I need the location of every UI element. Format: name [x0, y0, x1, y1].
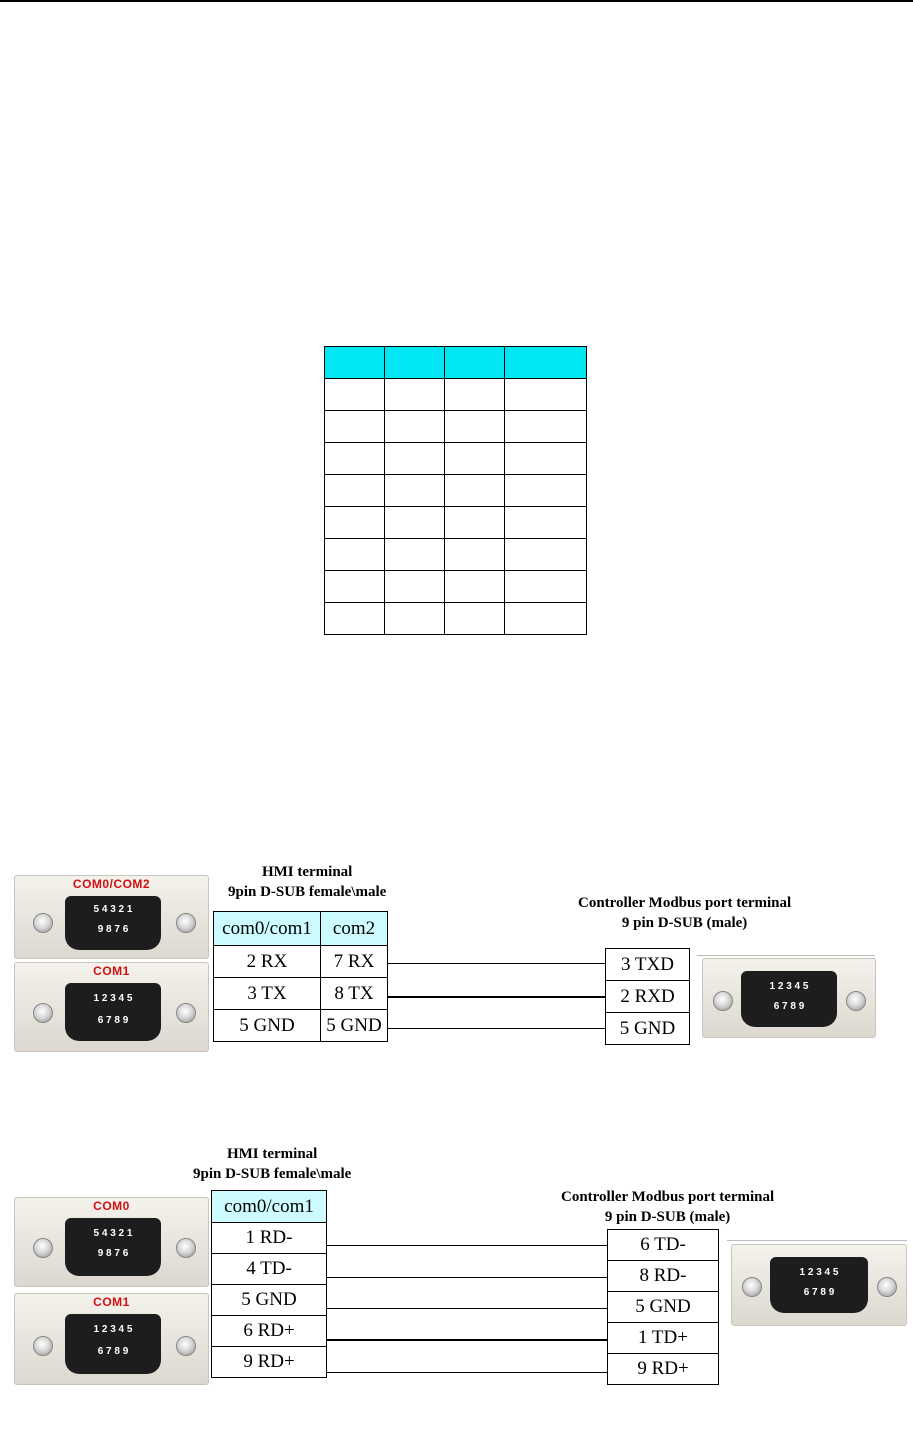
grid-header-row	[325, 347, 587, 379]
screw-icon	[33, 1238, 53, 1258]
controller-pin-table	[607, 1229, 719, 1385]
hmi-pin-cell: 3 TX	[214, 978, 321, 1010]
pin-numbers-row2: 6 7 8 9	[97, 1015, 129, 1026]
pin-numbers-row2: 6 7 8 9	[97, 1346, 129, 1357]
screw-icon	[33, 913, 53, 933]
wire-gnd-gnd	[387, 1028, 605, 1029]
hmi-title-line1: HMI terminal	[226, 1146, 318, 1162]
wire-td-minus-rd-minus	[327, 1277, 607, 1278]
hmi-pin-cell: 9 RD+	[212, 1347, 327, 1378]
hmi-title-line1: HMI terminal	[261, 864, 353, 880]
hmi-pin-row	[212, 1254, 327, 1285]
grid-cell	[385, 507, 445, 539]
hmi-header-com0-com1: com0/com1	[212, 1191, 327, 1223]
hmi-pin-row	[212, 1223, 327, 1254]
grid-cell	[385, 571, 445, 603]
ctrl-pin-row	[608, 1323, 719, 1354]
grid-cell	[325, 539, 385, 571]
screw-icon	[713, 991, 733, 1011]
hmi-header-com0-com1: com0/com1	[214, 912, 321, 946]
grid-cell	[445, 571, 505, 603]
hmi-pin-row	[212, 1316, 327, 1347]
grid-cell	[505, 443, 587, 475]
hmi-title-line2: 9pin D-SUB female\male	[193, 1166, 352, 1182]
hmi-pin-row	[214, 1010, 388, 1042]
grid-cell	[505, 571, 587, 603]
controller-terminal-title	[578, 893, 791, 933]
pin-numbers-row1: 1 2 3 4 5	[799, 1267, 839, 1278]
screw-icon	[176, 1336, 196, 1356]
screw-icon	[176, 1003, 196, 1023]
com0-com2-connector-image	[14, 875, 209, 959]
grid-cell	[385, 475, 445, 507]
controller-pin-table	[605, 948, 690, 1045]
grid-cell	[445, 443, 505, 475]
connector-body	[770, 1257, 868, 1313]
pin-numbers-row1: 5 4 3 2 1	[93, 904, 133, 915]
connector-body	[65, 1218, 161, 1276]
grid-cell	[445, 411, 505, 443]
grid-cell	[445, 603, 505, 635]
ctrl-pin-row	[606, 949, 690, 981]
wire-tx-rxd	[387, 996, 605, 998]
grid-row	[325, 443, 587, 475]
hmi-pin-cell: 7 RX	[321, 946, 388, 978]
ctrl-pin-cell: 5 GND	[606, 1013, 690, 1045]
hmi-pin-cell: 4 TD-	[212, 1254, 327, 1285]
grid-cell	[385, 411, 445, 443]
grid-cell	[505, 507, 587, 539]
empty-grid-table	[324, 346, 587, 635]
grid-cell	[385, 347, 445, 379]
ctrl-pin-row	[606, 981, 690, 1013]
pin-numbers-row2: 6 7 8 9	[773, 1001, 805, 1012]
grid-cell	[445, 475, 505, 507]
ctrl-title-line2: 9 pin D-SUB (male)	[604, 1209, 731, 1225]
grid-row	[325, 411, 587, 443]
ctrl-pin-cell: 9 RD+	[608, 1354, 719, 1385]
ctrl-pin-row	[608, 1354, 719, 1385]
grid-row	[325, 539, 587, 571]
grid-cell	[325, 603, 385, 635]
grid-cell	[325, 411, 385, 443]
hmi-pin-cell: 1 RD-	[212, 1223, 327, 1254]
connector-label: COM1	[93, 964, 130, 978]
ctrl-pin-cell: 6 TD-	[608, 1230, 719, 1261]
screw-icon	[176, 913, 196, 933]
grid-cell	[325, 443, 385, 475]
divider-line	[697, 955, 875, 956]
hmi-title-line2: 9pin D-SUB female\male	[228, 884, 387, 900]
pin-numbers-row2: 6 7 8 9	[803, 1287, 835, 1298]
grid-cell	[445, 347, 505, 379]
connector-body	[65, 1314, 161, 1374]
hmi-pin-cell: 5 GND	[321, 1010, 388, 1042]
connector-label: COM0	[93, 1199, 130, 1213]
grid-cell	[505, 475, 587, 507]
connector-label: COM0/COM2	[72, 877, 151, 891]
grid-cell	[445, 507, 505, 539]
wire-rd-plus-rd-plus	[327, 1372, 607, 1373]
ctrl-pin-row	[608, 1230, 719, 1261]
pin-numbers-row2: 9 8 7 6	[97, 1248, 129, 1259]
hmi-pin-table	[211, 1190, 327, 1378]
ctrl-title-line2: 9 pin D-SUB (male)	[621, 915, 748, 931]
hmi-header-com2: com2	[321, 912, 388, 946]
grid-cell	[505, 539, 587, 571]
ctrl-title-line1: Controller Modbus port terminal	[578, 895, 792, 911]
hmi-pin-header-row	[214, 912, 388, 946]
hmi-pin-row	[212, 1285, 327, 1316]
hmi-pin-cell: 2 RX	[214, 946, 321, 978]
grid-cell	[445, 539, 505, 571]
hmi-pin-row	[212, 1347, 327, 1378]
hmi-pin-cell: 6 RD+	[212, 1316, 327, 1347]
divider-line	[727, 1240, 907, 1241]
grid-cell	[505, 379, 587, 411]
grid-cell	[325, 507, 385, 539]
hmi-pin-row	[214, 946, 388, 978]
hmi-pin-row	[214, 978, 388, 1010]
ctrl-title-line1: Controller Modbus port terminal	[561, 1189, 775, 1205]
controller-connector-image	[731, 1244, 907, 1326]
grid-cell	[385, 603, 445, 635]
screw-icon	[846, 991, 866, 1011]
controller-terminal-title	[561, 1187, 774, 1227]
hmi-pin-cell: 5 GND	[212, 1285, 327, 1316]
grid-row	[325, 379, 587, 411]
pin-numbers-row1: 5 4 3 2 1	[93, 1228, 133, 1239]
pin-numbers-row2: 9 8 7 6	[97, 924, 129, 935]
pin-numbers-row1: 1 2 3 4 5	[769, 981, 809, 992]
grid-cell	[445, 379, 505, 411]
ctrl-pin-row	[606, 1013, 690, 1045]
connector-label: COM1	[93, 1295, 130, 1309]
screw-icon	[742, 1277, 762, 1297]
grid-cell	[325, 347, 385, 379]
wire-rd-plus-td-plus	[327, 1339, 607, 1341]
connector-body	[741, 971, 837, 1027]
ctrl-pin-row	[608, 1261, 719, 1292]
hmi-terminal-title	[228, 862, 386, 902]
screw-icon	[33, 1003, 53, 1023]
grid-row	[325, 571, 587, 603]
screw-icon	[33, 1336, 53, 1356]
ctrl-pin-cell: 2 RXD	[606, 981, 690, 1013]
grid-cell	[325, 475, 385, 507]
grid-cell	[505, 603, 587, 635]
grid-row	[325, 507, 587, 539]
connector-body	[65, 896, 161, 950]
pin-numbers-row1: 1 2 3 4 5	[93, 1324, 133, 1335]
com1-connector-image	[14, 1293, 209, 1385]
hmi-pin-header-row	[212, 1191, 327, 1223]
grid-cell	[385, 379, 445, 411]
com0-connector-image	[14, 1197, 209, 1287]
grid-cell	[325, 571, 385, 603]
hmi-pin-cell: 5 GND	[214, 1010, 321, 1042]
com1-connector-image	[14, 962, 209, 1052]
page-top-rule	[0, 0, 913, 2]
ctrl-pin-cell: 8 RD-	[608, 1261, 719, 1292]
hmi-pin-cell: 8 TX	[321, 978, 388, 1010]
ctrl-pin-cell: 5 GND	[608, 1292, 719, 1323]
grid-cell	[385, 443, 445, 475]
connector-body	[65, 983, 161, 1041]
wire-rx-txd	[387, 963, 605, 964]
ctrl-pin-row	[608, 1292, 719, 1323]
pin-numbers-row1: 1 2 3 4 5	[93, 993, 133, 1004]
hmi-terminal-title	[193, 1144, 351, 1184]
grid-cell	[325, 379, 385, 411]
grid-row	[325, 603, 587, 635]
ctrl-pin-cell: 1 TD+	[608, 1323, 719, 1354]
grid-row	[325, 475, 587, 507]
wire-gnd-gnd	[327, 1308, 607, 1309]
screw-icon	[877, 1277, 897, 1297]
grid-cell	[505, 347, 587, 379]
wire-rd-minus-td-minus	[327, 1245, 607, 1246]
grid-cell	[385, 539, 445, 571]
controller-connector-image	[702, 958, 876, 1038]
screw-icon	[176, 1238, 196, 1258]
grid-cell	[505, 411, 587, 443]
ctrl-pin-cell: 3 TXD	[606, 949, 690, 981]
hmi-pin-table	[213, 911, 388, 1042]
